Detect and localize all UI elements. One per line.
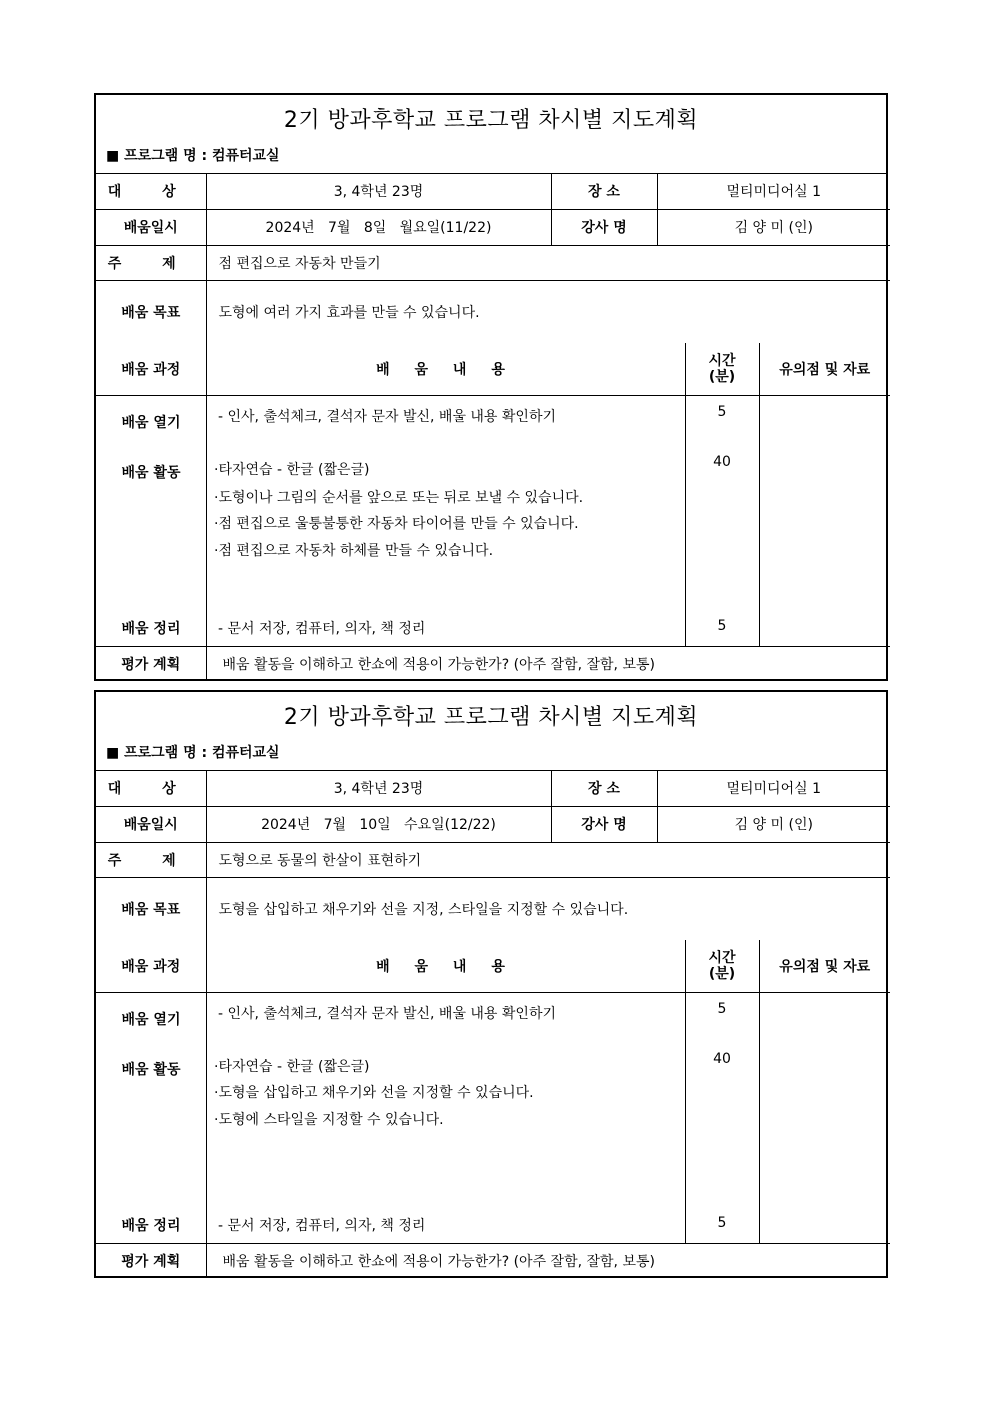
- eval-value: 배움 활동을 이해하고 한쇼에 적용이 가능한가? (아주 잘함, 잘함, 보통): [206, 1243, 890, 1278]
- close-time: 5: [717, 617, 727, 634]
- date-value: 2024년 7월 8일 월요일(11/22): [206, 209, 551, 245]
- open-label: 배움 열기: [121, 1011, 181, 1028]
- topic-value: 도형으로 동물의 한살이 표현하기: [206, 842, 890, 877]
- process-label: 배움 과정: [96, 343, 206, 395]
- content-label: 배 움 내 용: [206, 343, 685, 395]
- process-body: [96, 993, 890, 1243]
- process-label: 배움 과정: [96, 940, 206, 992]
- target-value: 3, 4학년 23명: [206, 771, 551, 806]
- activity-label: 배움 활동: [121, 1061, 181, 1078]
- teacher-label: 강사 명: [551, 209, 657, 245]
- notes-label: 유의점 및 자료: [759, 343, 890, 395]
- topic-label: 주 제: [96, 245, 206, 280]
- plan-title: 2기 방과후학교 프로그램 차시별 지도계획: [283, 705, 699, 730]
- goal-label: 배움 목표: [96, 280, 206, 343]
- program-name: ■ 프로그램 명 : 컴퓨터교실: [106, 148, 280, 164]
- open-label: 배움 열기: [121, 414, 181, 431]
- topic-value: 점 편집으로 자동차 만들기: [206, 245, 890, 280]
- content-label: 배 움 내 용: [206, 940, 685, 992]
- target-label: 대 상: [96, 771, 206, 806]
- activity-item: ·점 편집으로 자동차 하체를 만들 수 있습니다.: [214, 542, 494, 559]
- time-label: 시간: [708, 949, 736, 966]
- date-label: 배움일시: [96, 806, 206, 842]
- close-text: - 문서 저장, 컴퓨터, 의자, 책 정리: [218, 620, 426, 637]
- place-value: 멀티미디어실 1: [657, 771, 890, 806]
- activity-item: ·타자연습 - 한글 (짧은글): [214, 461, 370, 478]
- close-label: 배움 정리: [121, 620, 181, 637]
- process-table: [96, 343, 890, 681]
- topic-label: 주 제: [96, 842, 206, 877]
- program-name: ■ 프로그램 명 : 컴퓨터교실: [106, 745, 280, 761]
- plan-title: 2기 방과후학교 프로그램 차시별 지도계획: [283, 108, 699, 133]
- plan-table: [96, 771, 890, 940]
- plan-header: [96, 692, 886, 771]
- close-text: - 문서 저장, 컴퓨터, 의자, 책 정리: [218, 1217, 426, 1234]
- lesson-plan-1: [94, 93, 888, 681]
- close-label: 배움 정리: [121, 1217, 181, 1234]
- activity-time: 40: [713, 1050, 731, 1067]
- plan-table: [96, 174, 890, 343]
- open-text: - 인사, 출석체크, 결석자 문자 발신, 배울 내용 확인하기: [218, 1005, 557, 1022]
- target-label: 대 상: [96, 174, 206, 209]
- open-time: 5: [717, 1000, 727, 1017]
- activity-item: ·도형에 스타일을 지정할 수 있습니다.: [214, 1111, 444, 1128]
- time-unit-label: (분): [708, 965, 736, 982]
- process-table: [96, 940, 890, 1278]
- notes-label: 유의점 및 자료: [759, 940, 890, 992]
- time-unit-label: (분): [708, 368, 736, 385]
- activity-item: ·타자연습 - 한글 (짧은글): [214, 1058, 370, 1075]
- close-time: 5: [717, 1214, 727, 1231]
- activity-time: 40: [713, 453, 731, 470]
- activity-label: 배움 활동: [121, 464, 181, 481]
- date-value: 2024년 7월 10일 수요일(12/22): [206, 806, 551, 842]
- plan-header: [96, 95, 886, 174]
- teacher-value: 김 양 미 (인): [657, 209, 890, 245]
- eval-value: 배움 활동을 이해하고 한쇼에 적용이 가능한가? (아주 잘함, 잘함, 보통): [206, 646, 890, 681]
- goal-value: 도형을 삽입하고 채우기와 선을 지정, 스타일을 지정할 수 있습니다.: [206, 877, 890, 940]
- place-label: 장 소: [551, 771, 657, 806]
- eval-label: 평가 계획: [96, 1243, 206, 1278]
- date-label: 배움일시: [96, 209, 206, 245]
- activity-item: ·점 편집으로 울퉁불퉁한 자동차 타이어를 만들 수 있습니다.: [214, 515, 579, 532]
- target-value: 3, 4학년 23명: [206, 174, 551, 209]
- time-header: [685, 343, 759, 395]
- time-header: [685, 940, 759, 992]
- time-label: 시간: [708, 352, 736, 369]
- goal-label: 배움 목표: [96, 877, 206, 940]
- activity-item: ·도형이나 그림의 순서를 앞으로 또는 뒤로 보낼 수 있습니다.: [214, 489, 584, 506]
- teacher-label: 강사 명: [551, 806, 657, 842]
- lesson-plan-2: [94, 690, 888, 1278]
- place-value: 멀티미디어실 1: [657, 174, 890, 209]
- eval-label: 평가 계획: [96, 646, 206, 681]
- teacher-value: 김 양 미 (인): [657, 806, 890, 842]
- process-body: [96, 396, 890, 646]
- open-text: - 인사, 출석체크, 결석자 문자 발신, 배울 내용 확인하기: [218, 408, 557, 425]
- goal-value: 도형에 여러 가지 효과를 만들 수 있습니다.: [206, 280, 890, 343]
- open-time: 5: [717, 403, 727, 420]
- place-label: 장 소: [551, 174, 657, 209]
- activity-item: ·도형을 삽입하고 채우기와 선을 지정할 수 있습니다.: [214, 1084, 534, 1101]
